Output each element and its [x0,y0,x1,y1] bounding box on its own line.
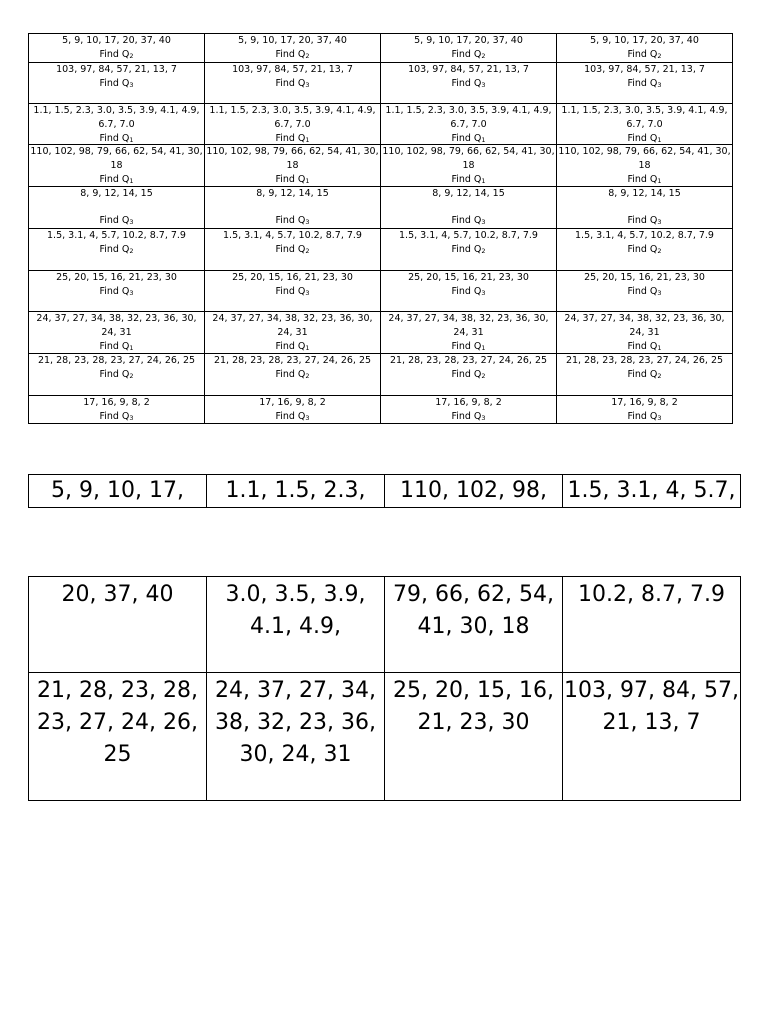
instruction-text: Find Q [275,49,306,60]
quartile-subscript: 1 [129,344,134,352]
quartile-subscript: 3 [657,414,662,422]
problem-data: 17, 16, 9, 8, 2 [259,397,326,408]
problem-instruction [205,368,380,382]
instruction-text: Find Q [627,215,658,226]
problem-card [381,312,557,354]
instruction-text: Find Q [451,286,482,297]
problem-data: 21, 28, 23, 28, 23, 27, 24, 26, 25 [565,355,724,366]
problem-row [29,396,733,424]
instruction-text: Find Q [275,286,306,297]
instruction-text: Find Q [275,174,306,185]
problem-row [29,312,733,354]
problem-card [557,312,733,354]
problem-card-grid [28,33,733,424]
data-card: 21, 28, 23, 28, 23, 27, 24, 26, 25 [29,673,207,801]
data-card: 79, 66, 62, 54, 41, 30, 18 [385,577,563,673]
problem-data: 8, 9, 12, 14, 15 [80,188,153,199]
data-card-grid [28,576,741,801]
quartile-subscript: 1 [657,136,662,144]
problem-data: 1.5, 3.1, 4, 5.7, 10.2, 8.7, 7.9 [47,230,186,241]
problem-instruction [29,214,204,228]
problem-data: 1.5, 3.1, 4, 5.7, 10.2, 8.7, 7.9 [223,230,362,241]
problem-data: 21, 28, 23, 28, 23, 27, 24, 26, 25 [389,355,548,366]
problem-instruction [557,340,732,354]
problem-instruction [557,132,732,146]
quartile-subscript: 2 [129,52,134,60]
instruction-text: Find Q [275,133,306,144]
problem-data: 103, 97, 84, 57, 21, 13, 7 [408,64,529,75]
quartile-subscript: 3 [305,218,310,226]
problem-row [29,271,733,312]
quartile-subscript: 1 [481,344,486,352]
instruction-text: Find Q [627,133,658,144]
problem-instruction [557,77,732,91]
problem-card [205,229,381,271]
quartile-subscript: 1 [481,136,486,144]
problem-card [381,145,557,187]
problem-instruction [557,48,732,62]
problem-data: 24, 37, 27, 34, 38, 32, 23, 36, 30, 24, 31 [36,313,197,338]
problem-data: 21, 28, 23, 28, 23, 27, 24, 26, 25 [37,355,196,366]
problem-data: 24, 37, 27, 34, 38, 32, 23, 36, 30, 24, 31 [388,313,549,338]
quartile-subscript: 1 [305,177,310,185]
problem-data: 25, 20, 15, 16, 21, 23, 30 [584,272,705,283]
problem-instruction [29,368,204,382]
problem-data: 110, 102, 98, 79, 66, 62, 54, 41, 30, 18 [206,146,379,171]
problem-card [381,187,557,229]
problem-instruction [381,340,556,354]
instruction-text: Find Q [275,215,306,226]
quartile-subscript: 1 [305,344,310,352]
problem-instruction [381,173,556,187]
instruction-text: Find Q [99,411,130,422]
instruction-text: Find Q [627,244,658,255]
problem-data: 5, 9, 10, 17, 20, 37, 40 [414,35,523,46]
problem-data: 17, 16, 9, 8, 2 [611,397,678,408]
instruction-text: Find Q [99,174,130,185]
quartile-subscript: 1 [481,177,486,185]
problem-instruction [205,285,380,299]
problem-instruction [381,132,556,146]
instruction-text: Find Q [627,286,658,297]
problem-card [29,187,205,229]
problem-data: 5, 9, 10, 17, 20, 37, 40 [238,35,347,46]
problem-instruction [381,214,556,228]
problem-data: 1.1, 1.5, 2.3, 3.0, 3.5, 3.9, 4.1, 4.9, 6.7, 7.0 [33,105,200,130]
quartile-subscript: 2 [657,52,662,60]
quartile-subscript: 3 [481,218,486,226]
instruction-text: Find Q [627,341,658,352]
problem-card [29,145,205,187]
problem-card [205,104,381,145]
instruction-text: Find Q [451,49,482,60]
problem-card [29,396,205,424]
problem-data: 1.5, 3.1, 4, 5.7, 10.2, 8.7, 7.9 [399,230,538,241]
problem-data: 103, 97, 84, 57, 21, 13, 7 [56,64,177,75]
instruction-text: Find Q [627,78,658,89]
problem-card [557,63,733,104]
problem-row [29,63,733,104]
quartile-subscript: 1 [305,136,310,144]
problem-instruction [205,410,380,424]
problem-instruction [29,285,204,299]
problem-data: 1.1, 1.5, 2.3, 3.0, 3.5, 3.9, 4.1, 4.9, 6.7, 7.0 [209,105,376,130]
quartile-subscript: 2 [657,372,662,380]
problem-card [557,104,733,145]
strip-cell: 1.1, 1.5, 2.3, [207,475,385,508]
quartile-subscript: 3 [129,414,134,422]
instruction-text: Find Q [627,174,658,185]
data-card: 24, 37, 27, 34, 38, 32, 23, 36, 30, 24, 31 [207,673,385,801]
instruction-text: Find Q [99,78,130,89]
strip-cell: 110, 102, 98, [385,475,563,508]
problem-instruction [381,48,556,62]
data-card: 10.2, 8.7, 7.9 [563,577,741,673]
problem-card [381,354,557,396]
quartile-subscript: 3 [481,414,486,422]
quartile-subscript: 3 [305,289,310,297]
problem-data: 24, 37, 27, 34, 38, 32, 23, 36, 30, 24, 31 [564,313,725,338]
problem-card [557,145,733,187]
problem-instruction [557,214,732,228]
problem-instruction [557,368,732,382]
problem-instruction [205,340,380,354]
problem-card [381,34,557,63]
problem-instruction [381,410,556,424]
quartile-subscript: 3 [657,81,662,89]
problem-instruction [29,48,204,62]
problem-data: 110, 102, 98, 79, 66, 62, 54, 41, 30, 18 [382,146,555,171]
problem-instruction [381,77,556,91]
problem-instruction [205,243,380,257]
problem-card [557,34,733,63]
quartile-subscript: 2 [305,372,310,380]
problem-data: 110, 102, 98, 79, 66, 62, 54, 41, 30, 18 [558,146,731,171]
problem-card [557,354,733,396]
problem-card [29,229,205,271]
problem-card [205,312,381,354]
data-card: 25, 20, 15, 16, 21, 23, 30 [385,673,563,801]
problem-instruction [29,132,204,146]
quartile-subscript: 2 [305,247,310,255]
instruction-text: Find Q [99,369,130,380]
problem-instruction [29,340,204,354]
problem-data: 103, 97, 84, 57, 21, 13, 7 [584,64,705,75]
quartile-subscript: 3 [129,81,134,89]
instruction-text: Find Q [275,244,306,255]
instruction-text: Find Q [627,369,658,380]
problem-card [381,396,557,424]
problem-row [29,187,733,229]
problem-card [205,34,381,63]
problem-instruction [205,132,380,146]
problem-card [29,271,205,312]
problem-row [29,34,733,63]
problem-card [381,63,557,104]
problem-card [29,34,205,63]
instruction-text: Find Q [627,49,658,60]
problem-instruction [381,368,556,382]
problem-card [381,104,557,145]
instruction-text: Find Q [451,215,482,226]
instruction-text: Find Q [99,133,130,144]
problem-card [29,63,205,104]
problem-data: 5, 9, 10, 17, 20, 37, 40 [590,35,699,46]
quartile-subscript: 2 [129,372,134,380]
quartile-subscript: 2 [481,52,486,60]
problem-card [205,354,381,396]
problem-card [29,354,205,396]
strip-cell: 1.5, 3.1, 4, 5.7, [563,475,741,508]
quartile-subscript: 2 [657,247,662,255]
instruction-text: Find Q [99,286,130,297]
problem-card [29,104,205,145]
quartile-subscript: 2 [481,247,486,255]
data-card: 103, 97, 84, 57, 21, 13, 7 [563,673,741,801]
problem-data: 103, 97, 84, 57, 21, 13, 7 [232,64,353,75]
problem-card [29,312,205,354]
problem-card [381,229,557,271]
instruction-text: Find Q [451,244,482,255]
instruction-text: Find Q [275,78,306,89]
quartile-subscript: 2 [305,52,310,60]
instruction-text: Find Q [451,174,482,185]
problem-instruction [205,77,380,91]
quartile-subscript: 2 [481,372,486,380]
problem-instruction [557,285,732,299]
data-card: 3.0, 3.5, 3.9, 4.1, 4.9, [207,577,385,673]
problem-data: 110, 102, 98, 79, 66, 62, 54, 41, 30, 18 [30,146,203,171]
data-strip-table [28,474,741,508]
quartile-subscript: 3 [129,289,134,297]
problem-instruction [557,243,732,257]
problem-instruction [29,410,204,424]
problem-instruction [29,173,204,187]
problem-instruction [205,48,380,62]
problem-data: 8, 9, 12, 14, 15 [608,188,681,199]
problem-card [205,145,381,187]
data-card: 20, 37, 40 [29,577,207,673]
instruction-text: Find Q [99,244,130,255]
problem-card [557,187,733,229]
problem-card [557,396,733,424]
instruction-text: Find Q [275,341,306,352]
quartile-subscript: 2 [129,247,134,255]
problem-instruction [29,243,204,257]
quartile-subscript: 1 [657,177,662,185]
problem-card [205,187,381,229]
problem-data: 5, 9, 10, 17, 20, 37, 40 [62,35,171,46]
problem-card [381,271,557,312]
instruction-text: Find Q [451,341,482,352]
problem-instruction [205,214,380,228]
problem-instruction [29,77,204,91]
quartile-subscript: 3 [481,289,486,297]
quartile-subscript: 3 [129,218,134,226]
problem-card [557,271,733,312]
problem-data: 25, 20, 15, 16, 21, 23, 30 [56,272,177,283]
problem-instruction [205,173,380,187]
quartile-subscript: 3 [657,289,662,297]
problem-row [29,145,733,187]
problem-data: 8, 9, 12, 14, 15 [432,188,505,199]
quartile-subscript: 3 [305,414,310,422]
problem-card [205,271,381,312]
problem-row [29,104,733,145]
problem-instruction [381,285,556,299]
quartile-subscript: 3 [657,218,662,226]
problem-data: 24, 37, 27, 34, 38, 32, 23, 36, 30, 24, 31 [212,313,373,338]
problem-data: 21, 28, 23, 28, 23, 27, 24, 26, 25 [213,355,372,366]
instruction-text: Find Q [275,411,306,422]
instruction-text: Find Q [627,411,658,422]
instruction-text: Find Q [451,411,482,422]
problem-data: 25, 20, 15, 16, 21, 23, 30 [408,272,529,283]
problem-data: 1.1, 1.5, 2.3, 3.0, 3.5, 3.9, 4.1, 4.9, 6.7, 7.0 [561,105,728,130]
instruction-text: Find Q [451,369,482,380]
problem-data: 17, 16, 9, 8, 2 [435,397,502,408]
instruction-text: Find Q [451,78,482,89]
quartile-subscript: 1 [129,177,134,185]
problem-row [29,229,733,271]
instruction-text: Find Q [451,133,482,144]
quartile-subscript: 1 [129,136,134,144]
problem-data: 25, 20, 15, 16, 21, 23, 30 [232,272,353,283]
quartile-subscript: 3 [305,81,310,89]
instruction-text: Find Q [99,341,130,352]
problem-instruction [557,410,732,424]
problem-card [205,63,381,104]
problem-card [205,396,381,424]
instruction-text: Find Q [99,215,130,226]
problem-data: 8, 9, 12, 14, 15 [256,188,329,199]
instruction-text: Find Q [275,369,306,380]
quartile-subscript: 1 [657,344,662,352]
quartile-subscript: 3 [481,81,486,89]
problem-card [557,229,733,271]
problem-data: 17, 16, 9, 8, 2 [83,397,150,408]
strip-cell: 5, 9, 10, 17, [29,475,207,508]
instruction-text: Find Q [99,49,130,60]
problem-instruction [557,173,732,187]
problem-instruction [381,243,556,257]
problem-data: 1.5, 3.1, 4, 5.7, 10.2, 8.7, 7.9 [575,230,714,241]
problem-row [29,354,733,396]
problem-data: 1.1, 1.5, 2.3, 3.0, 3.5, 3.9, 4.1, 4.9, 6.7, 7.0 [385,105,552,130]
